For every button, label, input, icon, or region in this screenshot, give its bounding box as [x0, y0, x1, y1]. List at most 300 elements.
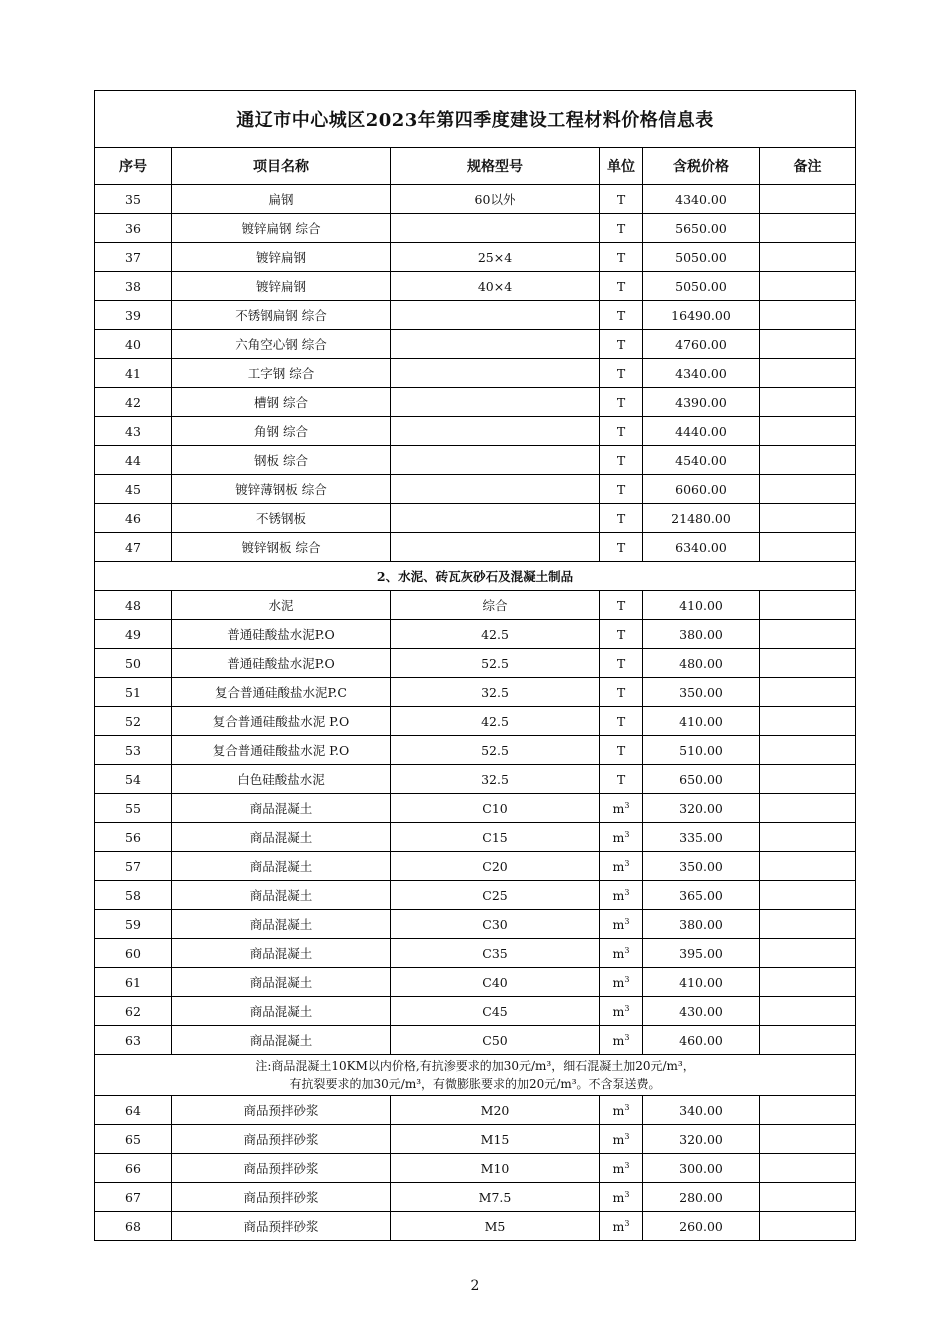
item-remark — [760, 533, 856, 562]
table-row — [95, 272, 856, 301]
note-row — [95, 1055, 856, 1096]
unit-base: T — [616, 394, 626, 410]
item-name: 商品混凝土 — [172, 968, 391, 997]
item-spec: C20 — [391, 852, 600, 881]
row-number: 67 — [95, 1183, 172, 1212]
item-price: 280.00 — [643, 1183, 760, 1212]
item-name: 复合普通硅酸盐水泥 P.O — [172, 736, 391, 765]
table-title: 通辽市中心城区2023年第四季度建设工程材料价格信息表 — [95, 91, 856, 148]
item-price: 320.00 — [643, 794, 760, 823]
item-unit — [600, 1183, 643, 1212]
unit-base: T — [616, 539, 626, 555]
item-unit — [600, 359, 643, 388]
item-price: 350.00 — [643, 852, 760, 881]
item-price: 4390.00 — [643, 388, 760, 417]
item-remark — [760, 1154, 856, 1183]
row-number: 51 — [95, 678, 172, 707]
item-name: 镀锌薄钢板 综合 — [172, 475, 391, 504]
item-price: 510.00 — [643, 736, 760, 765]
item-name: 不锈钢扁钢 综合 — [172, 301, 391, 330]
item-unit — [600, 852, 643, 881]
item-spec: M7.5 — [391, 1183, 600, 1212]
item-remark — [760, 272, 856, 301]
item-remark — [760, 794, 856, 823]
item-remark — [760, 504, 856, 533]
item-unit — [600, 1154, 643, 1183]
table-row — [95, 185, 856, 214]
item-price: 6060.00 — [643, 475, 760, 504]
item-name: 商品预拌砂浆 — [172, 1183, 391, 1212]
table-row — [95, 852, 856, 881]
item-spec — [391, 417, 600, 446]
item-price: 5650.00 — [643, 214, 760, 243]
item-unit — [600, 620, 643, 649]
item-remark — [760, 330, 856, 359]
item-price: 320.00 — [643, 1125, 760, 1154]
item-remark — [760, 881, 856, 910]
item-spec — [391, 446, 600, 475]
item-name: 镀锌扁钢 — [172, 272, 391, 301]
table-row — [95, 678, 856, 707]
row-number: 61 — [95, 968, 172, 997]
unit-base: T — [616, 771, 626, 787]
unit-base: T — [616, 423, 626, 439]
item-spec — [391, 533, 600, 562]
item-price: 380.00 — [643, 620, 760, 649]
row-number: 41 — [95, 359, 172, 388]
item-unit — [600, 301, 643, 330]
item-spec: C35 — [391, 939, 600, 968]
item-spec — [391, 504, 600, 533]
unit-base: m — [612, 1131, 625, 1147]
item-unit — [600, 794, 643, 823]
item-unit — [600, 968, 643, 997]
unit-base: T — [616, 481, 626, 497]
item-name: 商品混凝土 — [172, 852, 391, 881]
item-remark — [760, 1125, 856, 1154]
row-number: 54 — [95, 765, 172, 794]
item-spec: 40×4 — [391, 272, 600, 301]
item-price: 5050.00 — [643, 243, 760, 272]
item-remark — [760, 1183, 856, 1212]
row-number: 39 — [95, 301, 172, 330]
row-number: 56 — [95, 823, 172, 852]
row-number: 49 — [95, 620, 172, 649]
unit-base: m — [612, 1160, 625, 1176]
item-name: 钢板 综合 — [172, 446, 391, 475]
unit-exponent: 3 — [624, 974, 630, 984]
item-spec: C10 — [391, 794, 600, 823]
unit-base: T — [616, 655, 626, 671]
unit-base: T — [616, 713, 626, 729]
unit-exponent: 3 — [624, 858, 630, 868]
item-unit — [600, 678, 643, 707]
unit-exponent: 3 — [624, 916, 630, 926]
item-price: 480.00 — [643, 649, 760, 678]
unit-exponent: 3 — [624, 1189, 630, 1199]
item-unit — [600, 1125, 643, 1154]
item-spec: 60以外 — [391, 185, 600, 214]
row-number: 57 — [95, 852, 172, 881]
unit-base: T — [616, 249, 626, 265]
item-name: 商品预拌砂浆 — [172, 1212, 391, 1241]
item-remark — [760, 765, 856, 794]
table-row — [95, 591, 856, 620]
item-name: 商品混凝土 — [172, 939, 391, 968]
concrete-note-line1: 注:商品混凝土10KM以内价格,有抗渗要求的加30元/m³，细石混凝土加20元/m³， — [255, 1059, 695, 1073]
unit-base: T — [616, 742, 626, 758]
item-remark — [760, 968, 856, 997]
item-name: 商品混凝土 — [172, 910, 391, 939]
table-row — [95, 910, 856, 939]
item-spec: M15 — [391, 1125, 600, 1154]
item-spec: C15 — [391, 823, 600, 852]
row-number: 58 — [95, 881, 172, 910]
item-price: 410.00 — [643, 968, 760, 997]
table-row — [95, 475, 856, 504]
unit-base: T — [616, 336, 626, 352]
item-name: 普通硅酸盐水泥P.O — [172, 620, 391, 649]
item-price: 6340.00 — [643, 533, 760, 562]
item-spec: 52.5 — [391, 649, 600, 678]
unit-base: m — [612, 887, 625, 903]
item-name: 商品混凝土 — [172, 997, 391, 1026]
item-name: 不锈钢板 — [172, 504, 391, 533]
row-number: 68 — [95, 1212, 172, 1241]
item-unit — [600, 823, 643, 852]
item-remark — [760, 1026, 856, 1055]
unit-exponent: 3 — [624, 1160, 630, 1170]
unit-base: m — [612, 1032, 625, 1048]
item-name: 商品混凝土 — [172, 1026, 391, 1055]
item-unit — [600, 243, 643, 272]
item-remark — [760, 620, 856, 649]
header-row — [95, 148, 856, 185]
row-number: 65 — [95, 1125, 172, 1154]
table-row — [95, 1096, 856, 1125]
item-unit — [600, 330, 643, 359]
item-spec: 32.5 — [391, 678, 600, 707]
table-row — [95, 823, 856, 852]
item-name: 商品混凝土 — [172, 881, 391, 910]
table-row — [95, 765, 856, 794]
item-remark — [760, 243, 856, 272]
unit-base: T — [616, 307, 626, 323]
unit-base: m — [612, 1003, 625, 1019]
section-row — [95, 562, 856, 591]
item-unit — [600, 765, 643, 794]
unit-exponent: 3 — [624, 945, 630, 955]
item-remark — [760, 214, 856, 243]
unit-base: m — [612, 800, 625, 816]
page-number: 2 — [470, 1278, 480, 1294]
unit-exponent: 3 — [624, 1102, 630, 1112]
table-row — [95, 1212, 856, 1241]
item-spec: C40 — [391, 968, 600, 997]
item-price: 335.00 — [643, 823, 760, 852]
item-remark — [760, 649, 856, 678]
item-unit — [600, 997, 643, 1026]
row-number: 60 — [95, 939, 172, 968]
table-row — [95, 1026, 856, 1055]
row-number: 62 — [95, 997, 172, 1026]
item-price: 460.00 — [643, 1026, 760, 1055]
item-unit — [600, 214, 643, 243]
unit-base: T — [616, 220, 626, 236]
unit-base: m — [612, 1102, 625, 1118]
item-remark — [760, 678, 856, 707]
unit-base: T — [616, 452, 626, 468]
table-row — [95, 417, 856, 446]
item-unit — [600, 939, 643, 968]
item-name: 角钢 综合 — [172, 417, 391, 446]
item-price: 4340.00 — [643, 359, 760, 388]
item-unit — [600, 910, 643, 939]
table-row — [95, 214, 856, 243]
item-spec: 综合 — [391, 591, 600, 620]
section-title: 2、水泥、砖瓦灰砂石及混凝土制品 — [95, 562, 856, 591]
item-name: 复合普通硅酸盐水泥 P.O — [172, 707, 391, 736]
item-name: 扁钢 — [172, 185, 391, 214]
item-unit — [600, 504, 643, 533]
item-name: 商品混凝土 — [172, 794, 391, 823]
item-unit — [600, 388, 643, 417]
unit-exponent: 3 — [624, 1218, 630, 1228]
item-remark — [760, 910, 856, 939]
item-unit — [600, 591, 643, 620]
item-name: 普通硅酸盐水泥P.O — [172, 649, 391, 678]
unit-base: T — [616, 684, 626, 700]
item-price: 380.00 — [643, 910, 760, 939]
table-row — [95, 620, 856, 649]
item-name: 水泥 — [172, 591, 391, 620]
item-spec: C50 — [391, 1026, 600, 1055]
price-table — [94, 90, 856, 1241]
table-row — [95, 301, 856, 330]
row-number: 47 — [95, 533, 172, 562]
row-number: 42 — [95, 388, 172, 417]
item-unit — [600, 475, 643, 504]
item-price: 650.00 — [643, 765, 760, 794]
item-remark — [760, 185, 856, 214]
row-number: 53 — [95, 736, 172, 765]
item-unit — [600, 533, 643, 562]
item-unit — [600, 649, 643, 678]
row-number: 35 — [95, 185, 172, 214]
item-unit — [600, 707, 643, 736]
table-row — [95, 446, 856, 475]
item-unit — [600, 417, 643, 446]
col-header-name: 项目名称 — [172, 148, 391, 185]
table-row — [95, 1154, 856, 1183]
item-price: 4440.00 — [643, 417, 760, 446]
row-number: 52 — [95, 707, 172, 736]
unit-base: m — [612, 1189, 625, 1205]
item-price: 410.00 — [643, 707, 760, 736]
item-name: 复合普通硅酸盐水泥P.C — [172, 678, 391, 707]
row-number: 55 — [95, 794, 172, 823]
item-name: 白色硅酸盐水泥 — [172, 765, 391, 794]
col-header-unit: 单位 — [600, 148, 643, 185]
item-remark — [760, 736, 856, 765]
table-row — [95, 1125, 856, 1154]
item-spec: M10 — [391, 1154, 600, 1183]
row-number: 45 — [95, 475, 172, 504]
table-row — [95, 243, 856, 272]
table-row — [95, 388, 856, 417]
item-unit — [600, 1212, 643, 1241]
item-spec — [391, 330, 600, 359]
row-number: 40 — [95, 330, 172, 359]
unit-base: T — [616, 510, 626, 526]
item-price: 5050.00 — [643, 272, 760, 301]
item-spec — [391, 475, 600, 504]
item-remark — [760, 939, 856, 968]
item-unit — [600, 881, 643, 910]
unit-base: T — [616, 597, 626, 613]
item-name: 镀锌扁钢 — [172, 243, 391, 272]
item-price: 4760.00 — [643, 330, 760, 359]
table-row — [95, 881, 856, 910]
table-row — [95, 1183, 856, 1212]
item-unit — [600, 736, 643, 765]
item-spec: M5 — [391, 1212, 600, 1241]
item-remark — [760, 852, 856, 881]
item-remark — [760, 997, 856, 1026]
col-header-no: 序号 — [95, 148, 172, 185]
unit-base: m — [612, 1218, 625, 1234]
table-row — [95, 330, 856, 359]
item-spec: 52.5 — [391, 736, 600, 765]
row-number: 59 — [95, 910, 172, 939]
row-number: 38 — [95, 272, 172, 301]
unit-base: m — [612, 858, 625, 874]
item-price: 350.00 — [643, 678, 760, 707]
concrete-note-line2: 有抗裂要求的加30元/m³，有微膨胀要求的加20元/m³。不含泵送费。 — [289, 1077, 661, 1091]
item-remark — [760, 417, 856, 446]
row-number: 63 — [95, 1026, 172, 1055]
table-row — [95, 649, 856, 678]
unit-exponent: 3 — [624, 1032, 630, 1042]
table-row — [95, 736, 856, 765]
unit-base: T — [616, 191, 626, 207]
item-spec — [391, 388, 600, 417]
item-remark — [760, 1212, 856, 1241]
concrete-note — [95, 1055, 856, 1096]
table-row — [95, 359, 856, 388]
item-unit — [600, 446, 643, 475]
item-price: 300.00 — [643, 1154, 760, 1183]
item-price: 16490.00 — [643, 301, 760, 330]
item-name: 工字钢 综合 — [172, 359, 391, 388]
unit-exponent: 3 — [624, 800, 630, 810]
item-remark — [760, 301, 856, 330]
row-number: 37 — [95, 243, 172, 272]
item-spec: 42.5 — [391, 707, 600, 736]
item-unit — [600, 1026, 643, 1055]
unit-base: m — [612, 916, 625, 932]
unit-base: T — [616, 278, 626, 294]
item-remark — [760, 823, 856, 852]
item-price: 340.00 — [643, 1096, 760, 1125]
table-row — [95, 707, 856, 736]
item-name: 镀锌扁钢 综合 — [172, 214, 391, 243]
item-name: 商品预拌砂浆 — [172, 1125, 391, 1154]
row-number: 48 — [95, 591, 172, 620]
item-price: 410.00 — [643, 591, 760, 620]
item-spec: C25 — [391, 881, 600, 910]
item-price: 260.00 — [643, 1212, 760, 1241]
item-name: 槽钢 综合 — [172, 388, 391, 417]
row-number: 46 — [95, 504, 172, 533]
unit-base: m — [612, 829, 625, 845]
item-remark — [760, 1096, 856, 1125]
unit-exponent: 3 — [624, 1003, 630, 1013]
table-row — [95, 997, 856, 1026]
unit-base: m — [612, 974, 625, 990]
row-number: 43 — [95, 417, 172, 446]
item-remark — [760, 475, 856, 504]
item-price: 365.00 — [643, 881, 760, 910]
unit-base: T — [616, 626, 626, 642]
row-number: 50 — [95, 649, 172, 678]
item-spec: 42.5 — [391, 620, 600, 649]
item-price: 395.00 — [643, 939, 760, 968]
item-spec: C30 — [391, 910, 600, 939]
item-name: 镀锌钢板 综合 — [172, 533, 391, 562]
item-spec: M20 — [391, 1096, 600, 1125]
item-spec: 25×4 — [391, 243, 600, 272]
item-price: 4340.00 — [643, 185, 760, 214]
table-row — [95, 939, 856, 968]
item-remark — [760, 446, 856, 475]
item-name: 商品预拌砂浆 — [172, 1154, 391, 1183]
item-name: 六角空心钢 综合 — [172, 330, 391, 359]
row-number: 64 — [95, 1096, 172, 1125]
row-number: 36 — [95, 214, 172, 243]
unit-exponent: 3 — [624, 887, 630, 897]
col-header-price: 含税价格 — [643, 148, 760, 185]
item-unit — [600, 1096, 643, 1125]
item-spec: C45 — [391, 997, 600, 1026]
table-row — [95, 533, 856, 562]
table-row — [95, 794, 856, 823]
col-header-spec: 规格型号 — [391, 148, 600, 185]
table-row — [95, 968, 856, 997]
item-spec — [391, 214, 600, 243]
unit-base: T — [616, 365, 626, 381]
item-name: 商品混凝土 — [172, 823, 391, 852]
unit-exponent: 3 — [624, 1131, 630, 1141]
item-remark — [760, 707, 856, 736]
item-unit — [600, 185, 643, 214]
item-spec — [391, 359, 600, 388]
col-header-note: 备注 — [760, 148, 856, 185]
unit-exponent: 3 — [624, 829, 630, 839]
item-remark — [760, 359, 856, 388]
item-remark — [760, 591, 856, 620]
row-number: 44 — [95, 446, 172, 475]
item-spec: 32.5 — [391, 765, 600, 794]
table-row — [95, 504, 856, 533]
item-unit — [600, 272, 643, 301]
item-remark — [760, 388, 856, 417]
row-number: 66 — [95, 1154, 172, 1183]
item-price: 21480.00 — [643, 504, 760, 533]
item-price: 4540.00 — [643, 446, 760, 475]
item-name: 商品预拌砂浆 — [172, 1096, 391, 1125]
item-price: 430.00 — [643, 997, 760, 1026]
